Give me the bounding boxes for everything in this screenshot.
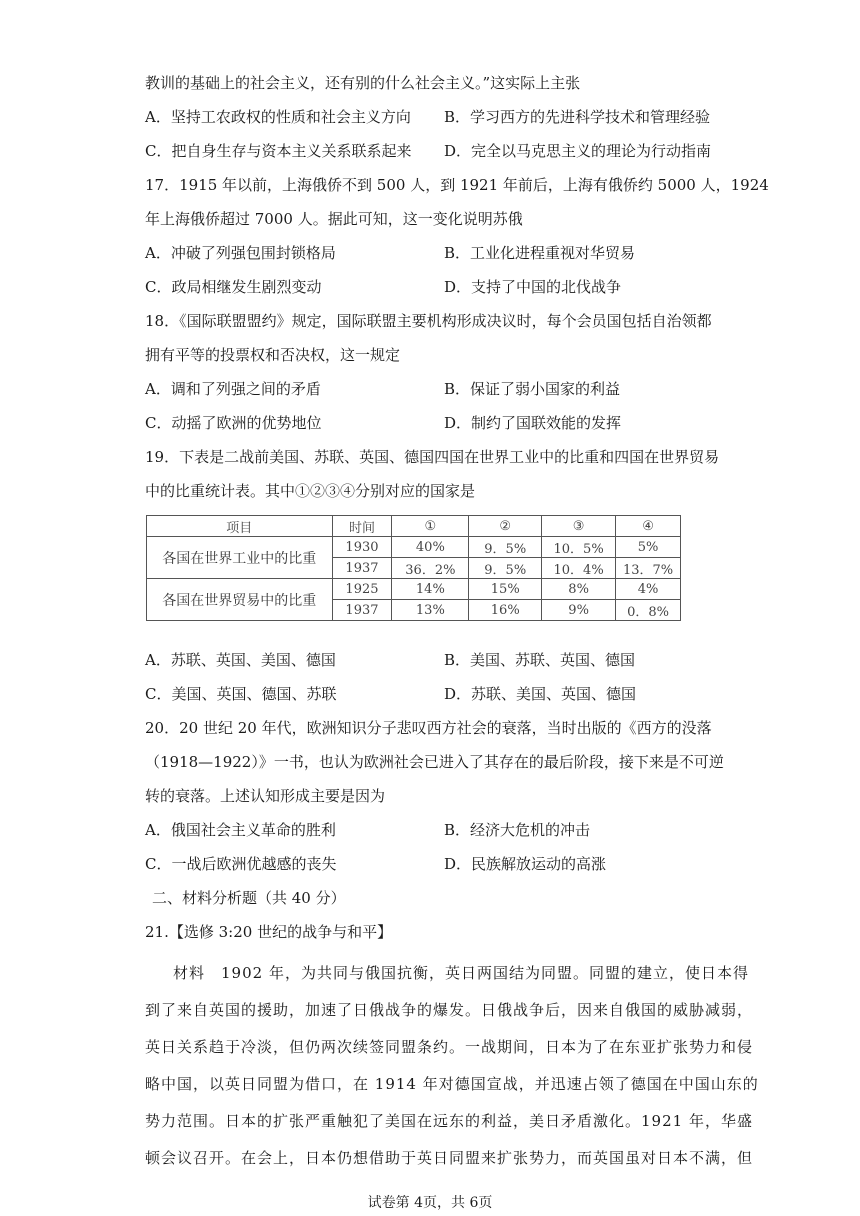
q20-option-c[interactable]: C．一战后欧洲优越感的丧失: [145, 855, 337, 873]
table-cell: 36．2%: [392, 558, 469, 579]
header-country-2: ②: [469, 516, 542, 537]
table-cell: 13．7%: [616, 558, 681, 579]
q20-stem-cont2: 转的衰落。上述认知形成主要是因为: [145, 787, 386, 805]
table-cell: 0．8%: [616, 600, 681, 621]
q16-option-b[interactable]: B．学习西方的先进科学技术和管理经验: [444, 108, 711, 126]
q17-stem: 17．1915 年以前，上海俄侨不到 500 人，到 1921 年前后，上海有俄侨约 5000 人，1924: [145, 176, 769, 194]
page-footer: 试卷第 4页，共 6页: [367, 1195, 493, 1211]
q20-option-d[interactable]: D．民族解放运动的高涨: [444, 855, 607, 873]
q20-stem-cont: （1918—1922）》一书，也认为欧洲社会已进入了其存在的最后阶段，接下来是不可逆: [145, 753, 724, 771]
table-cell: 10．5%: [542, 537, 616, 558]
q20-stem: 20．20 世纪 20 年代，欧洲知识分子悲叹西方社会的衰落，当时出版的《西方的没落: [145, 719, 712, 737]
q17-option-a[interactable]: A．冲破了列强包围封锁格局: [145, 244, 336, 262]
q19-option-d[interactable]: D．苏联、美国、英国、德国: [444, 685, 637, 703]
header-time: 时间: [332, 516, 392, 537]
table-cell: 14%: [392, 579, 469, 600]
table-header-row: [147, 516, 681, 537]
q18-option-b[interactable]: B．保证了弱小国家的利益: [444, 380, 621, 398]
table-row: [147, 537, 681, 558]
q19-option-a[interactable]: A．苏联、英国、美国、德国: [145, 651, 336, 669]
q17-option-b[interactable]: B．工业化进程重视对华贸易: [444, 244, 636, 262]
table-cell: 1925: [332, 579, 392, 600]
q18-option-a[interactable]: A．调和了列强之间的矛盾: [145, 380, 321, 398]
table-cell: 9．5%: [469, 537, 542, 558]
material-line: 略中国，以英日同盟为借口，在 1914 年对德国宣战，并迅速占领了德国在中国山东的: [145, 1075, 759, 1093]
section-heading: 二、材料分析题（共 40 分）: [152, 889, 346, 907]
industry-share-label: 各国在世界工业中的比重: [147, 537, 333, 579]
material-line: 势力范围。日本的扩张严重触犯了美国在远东的利益，美日矛盾激化。1921 年，华盛: [145, 1112, 753, 1130]
table-cell: 9%: [542, 600, 616, 621]
header-country-4: ④: [616, 516, 681, 537]
table-cell: 16%: [469, 600, 542, 621]
q17-stem-cont: 年上海俄侨超过 7000 人。据此可知，这一变化说明苏俄: [145, 210, 523, 228]
q19-option-b[interactable]: B．美国、苏联、英国、德国: [444, 651, 636, 669]
table-cell: 40%: [392, 537, 469, 558]
material-line: 材料 1902 年，为共同与俄国抗衡，英日两国结为同盟。同盟的建立，使日本得: [173, 964, 749, 982]
table-cell: 13%: [392, 600, 469, 621]
q17-option-c[interactable]: C．政局相继发生剧烈变动: [145, 278, 322, 296]
material-line: 到了来自英国的援助，加速了日俄战争的爆发。日俄战争后，因来自俄国的威胁减弱，: [145, 1001, 754, 1019]
table-cell: 1937: [332, 558, 392, 579]
q16-option-a[interactable]: A．坚持工农政权的性质和社会主义方向: [145, 108, 411, 126]
table-cell: 4%: [616, 579, 681, 600]
q19-stem: 19．下表是二战前美国、苏联、英国、德国四国在世界工业中的比重和四国在世界贸易: [145, 448, 720, 466]
text-line: 教训的基础上的社会主义，还有别的什么社会主义。”这实际上主张: [145, 74, 581, 92]
header-country-3: ③: [542, 516, 616, 537]
table-cell: 5%: [616, 537, 681, 558]
q18-stem-cont: 拥有平等的投票权和否决权，这一规定: [145, 346, 401, 364]
statistics-table: [146, 515, 681, 621]
q20-option-b[interactable]: B．经济大危机的冲击: [444, 821, 591, 839]
q17-option-d[interactable]: D．支持了中国的北伐战争: [444, 278, 622, 296]
table-row: [147, 579, 681, 600]
q16-option-d[interactable]: D．完全以马克思主义的理论为行动指南: [444, 142, 712, 160]
material-line: 顿会议召开。在会上，日本仍想借助于英日同盟来扩张势力，而英国虽对日本不满，但: [145, 1149, 754, 1167]
table-cell: 1937: [332, 600, 392, 621]
q16-option-c[interactable]: C．把自身生存与资本主义关系联系起来: [145, 142, 412, 160]
table-cell: 8%: [542, 579, 616, 600]
table-cell: 1930: [332, 537, 392, 558]
trade-share-label: 各国在世界贸易中的比重: [147, 579, 333, 621]
header-country-1: ①: [392, 516, 469, 537]
material-line: 英日关系趋于冷淡，但仍两次续签同盟条约。一战期间，日本为了在东亚扩张势力和侵: [145, 1038, 754, 1056]
header-item: 项目: [147, 516, 333, 537]
q18-stem: 18．《国际联盟盟约》规定，国际联盟主要机构形成决议时，每个会员国包括自治领都: [145, 312, 712, 330]
q18-option-c[interactable]: C．动摇了欧洲的优势地位: [145, 414, 322, 432]
q18-option-d[interactable]: D．制约了国联效能的发挥: [444, 414, 622, 432]
q19-stem-cont: 中的比重统计表。其中①②③④分别对应的国家是: [145, 482, 476, 500]
table-cell: 10．4%: [542, 558, 616, 579]
q19-option-c[interactable]: C．美国、英国、德国、苏联: [145, 685, 337, 703]
q21-title: 21.【选修 3:20 世纪的战争与和平】: [145, 923, 393, 941]
table-cell: 9．5%: [469, 558, 542, 579]
q20-option-a[interactable]: A．俄国社会主义革命的胜利: [145, 821, 336, 839]
table-cell: 15%: [469, 579, 542, 600]
